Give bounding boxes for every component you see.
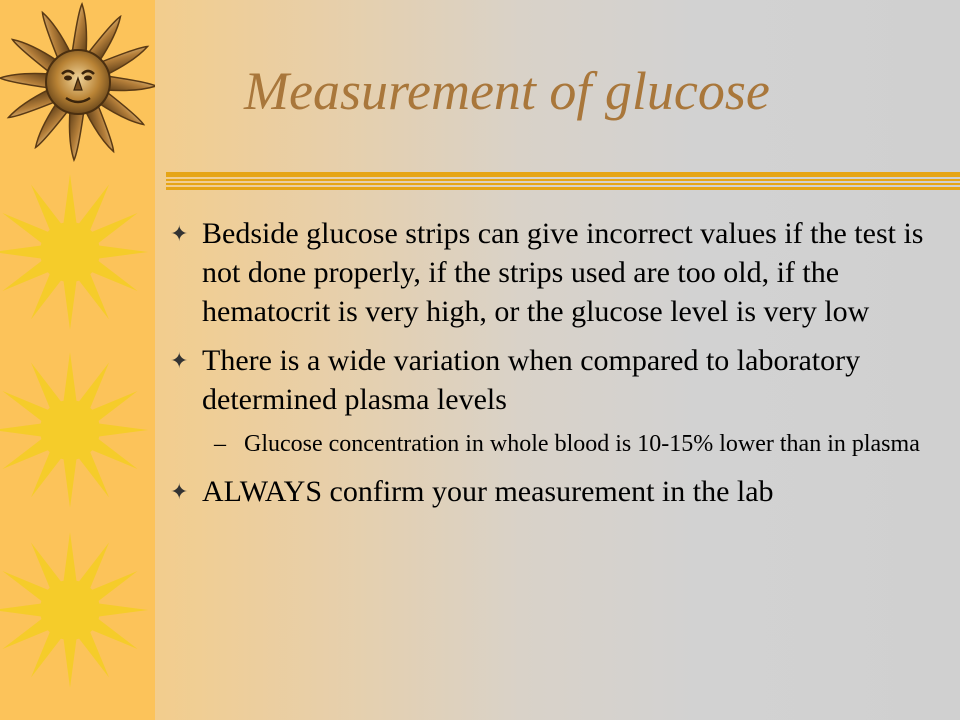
bullet-text: Bedside glucose strips can give incorrect values if the test is not done properly, if the strips used are too old, if the hematocrit is very high, or the glucose level is very low bbox=[202, 217, 924, 328]
bullet-text: There is a wide variation when compared to laboratory determined plasma levels bbox=[202, 344, 861, 416]
sun-icon bbox=[0, 532, 148, 688]
sub-bullet-item bbox=[170, 429, 940, 460]
slide-title: Measurement of glucose bbox=[244, 61, 770, 121]
bullet-item bbox=[170, 341, 940, 419]
title-divider bbox=[166, 172, 960, 192]
star-bullet-icon: ✦ bbox=[170, 479, 189, 504]
star-bullet-icon: ✦ bbox=[170, 221, 189, 246]
slide-body bbox=[170, 214, 940, 521]
left-decor-panel bbox=[0, 0, 155, 720]
sun-column bbox=[0, 0, 155, 720]
sun-icon bbox=[0, 174, 148, 330]
dash-bullet-icon: – bbox=[214, 431, 226, 457]
sun-icon bbox=[0, 352, 148, 508]
star-bullet-icon: ✦ bbox=[170, 348, 189, 373]
bullet-item bbox=[170, 214, 940, 331]
bullet-text: ALWAYS confirm your measurement in the lab bbox=[202, 475, 774, 508]
bullet-item bbox=[170, 472, 940, 511]
sub-bullet-text: Glucose concentration in whole blood is 10-15% lower than in plasma bbox=[244, 431, 920, 457]
sun-face-icon bbox=[0, 4, 155, 160]
